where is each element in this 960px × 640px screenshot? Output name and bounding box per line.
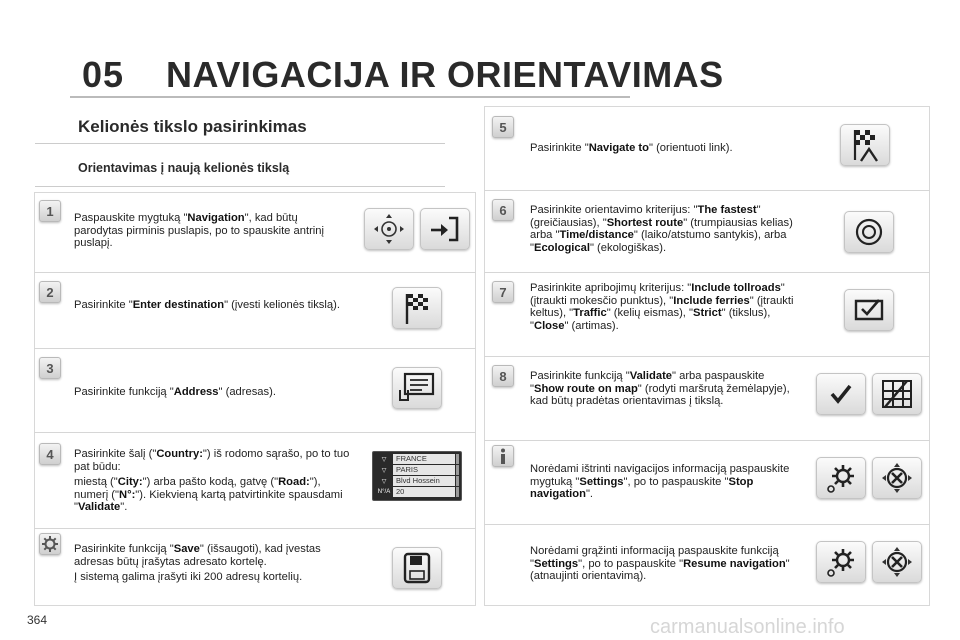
step-text (530, 545, 810, 586)
country-row[interactable]: ▽ FRANCE (375, 454, 459, 464)
save-icon[interactable] (392, 547, 442, 589)
step-badge: 5 (492, 116, 514, 138)
menu-term: Country: (156, 448, 203, 460)
menu-term: Traffic (573, 307, 607, 320)
step-badge: 3 (39, 357, 61, 379)
chapter-title: NAVIGACIJA IR ORIENTAVIMAS (166, 54, 724, 95)
step-row (34, 272, 476, 348)
menu-term: Close (533, 319, 565, 332)
joystick-icon[interactable] (364, 208, 414, 250)
step-badge: 2 (39, 281, 61, 303)
menu-term: Shortest route (606, 216, 684, 229)
step-paragraph: Pasirinkite "Enter destination" (įvesti kelionės tikslą). (74, 299, 340, 311)
menu-term: Include ferries (673, 294, 750, 307)
step-text (74, 386, 354, 402)
step-text (530, 204, 810, 257)
section-title: Kelionės tikslo pasirinkimas (78, 117, 307, 136)
step-paragraph: Pasirinkite "Navigate to" (orientuoti link). (530, 142, 733, 154)
chapter-header (70, 50, 724, 100)
step-text (74, 299, 354, 315)
menu-term: Settings (579, 475, 624, 488)
step-text (74, 448, 354, 517)
gear-badge-icon (39, 533, 61, 555)
menu-term: Strict (693, 307, 722, 320)
menu-term: Navigate to (588, 142, 649, 154)
step-row (484, 440, 930, 524)
step-row (484, 190, 930, 272)
page-number: 364 (27, 613, 48, 627)
menu-term: N°: (119, 488, 136, 501)
show-map-icon[interactable] (872, 373, 922, 415)
stop-navigation-icon[interactable] (872, 457, 922, 499)
checklist-icon[interactable] (844, 289, 894, 331)
step-paragraph: miestą ("City:") arba pašto kodą, gatvę ("Road:"), numerį ("N°:"). Kiekvieną kartą patvirtinkite spausdami "Validate". (74, 476, 343, 514)
navigate-to-icon[interactable] (840, 124, 890, 166)
step-row (484, 524, 930, 606)
city-row[interactable]: ▽ PARIS (375, 465, 459, 475)
watermark: carmanualsonline.info (650, 616, 845, 638)
info-badge-icon (492, 445, 514, 467)
step-paragraph: Į sistemą galima įrašyti iki 200 adresų kortelių. (74, 571, 303, 584)
step-text (74, 212, 344, 253)
step-paragraph: Norėdami ištrinti navigacijos informaciją paspauskite mygtuką "Settings", po to paspauskite "Stop navigation". (530, 463, 790, 501)
menu-term: Address (173, 386, 219, 398)
step-text (530, 282, 800, 335)
destination-flag-icon[interactable] (392, 287, 442, 329)
menu-term: Enter destination (132, 299, 225, 311)
settings-icon[interactable] (816, 457, 866, 499)
menu-term: Resume navigation (683, 557, 786, 570)
step-row (34, 432, 476, 528)
road-row[interactable]: ▽ Blvd Hossein (375, 476, 459, 486)
step-paragraph: Pasirinkite apribojimų kriterijus: "Include tollroads" (įtraukti mokesčio punktus), "Include ferries" (įtraukti keltus), "Traffic" (kelių eismas), "Strict" (tikslus), "Close" (artimas). (530, 282, 794, 332)
section-subtitle: Orientavimas į naują kelionės tikslą (78, 161, 290, 175)
step-paragraph: Pasirinkite orientavimo kriterijus: "The fastest" (greičiausias), "Shortest route" (trumpiausias kelias) arba "Time/distance" (laiko/atstumo santykis), arba "Ecological" (ekologiškas). (530, 204, 793, 254)
menu-term: Validate (77, 501, 121, 514)
menu-term: Navigation (187, 212, 245, 224)
menu-term: Road: (278, 476, 310, 489)
menu-term: Include tollroads (691, 282, 781, 294)
menu-term: Save (173, 543, 200, 555)
route-criteria-icon[interactable] (844, 211, 894, 253)
step-badge: 1 (39, 200, 61, 222)
menu-term: Time/distance (559, 229, 634, 242)
menu-term: The fastest (697, 204, 757, 216)
step-paragraph: Pasirinkite funkciją "Validate" arba paspauskite "Show route on map" (rodyti maršrutą žemėlapyje), kad būtų pradėtas orientavimas į tikslą. (530, 370, 790, 408)
divider (35, 186, 445, 187)
step-badge: 4 (39, 443, 61, 465)
step-paragraph: Pasirinkite šalį ("Country:") iš rodomo sąrašo, po to tuo pat būdu: (74, 448, 350, 473)
menu-term: City: (117, 476, 143, 489)
menu-term: Settings (533, 557, 579, 570)
settings-icon[interactable] (816, 541, 866, 583)
resume-navigation-icon[interactable] (872, 541, 922, 583)
step-badge: 8 (492, 365, 514, 387)
number-row[interactable]: N°/A 20 (375, 487, 459, 497)
address-icon[interactable] (392, 367, 442, 409)
menu-term: Validate (629, 370, 673, 382)
back-arrow-icon[interactable] (420, 208, 470, 250)
chapter-underline (70, 96, 630, 98)
validate-check-icon[interactable] (816, 373, 866, 415)
step-row (484, 106, 930, 190)
step-paragraph: Pasirinkite funkciją "Address" (adresas). (74, 386, 276, 398)
step-paragraph: Norėdami grąžinti informaciją paspauskite funkciją "Settings", po to paspauskite "Resume navigation" (atnaujinti orientavimą). (530, 545, 790, 583)
menu-term: Ecological (533, 241, 590, 254)
step-text (530, 463, 800, 504)
step-text (530, 370, 800, 411)
menu-term: Stop navigation (530, 475, 754, 501)
step-paragraph: Paspauskite mygtuką "Navigation", kad būtų parodytas pirminis puslapis, po to spauskite antrinį puslapį. (74, 212, 324, 250)
step-text (530, 142, 810, 158)
step-row (484, 356, 930, 440)
step-badge: 7 (492, 281, 514, 303)
chapter-number: 05 (82, 54, 125, 95)
step-text (74, 543, 354, 587)
address-entry-screen (372, 451, 462, 501)
menu-term: Show route on map (533, 382, 638, 395)
step-row (34, 192, 476, 272)
step-row (34, 348, 476, 432)
step-paragraph: Pasirinkite funkciją "Save" (išsaugoti), kad įvestas adresas būtų įrašytas adresato kortelę. (74, 543, 321, 568)
step-row (484, 272, 930, 356)
divider (35, 143, 445, 144)
step-row (34, 528, 476, 606)
step-badge: 6 (492, 199, 514, 221)
